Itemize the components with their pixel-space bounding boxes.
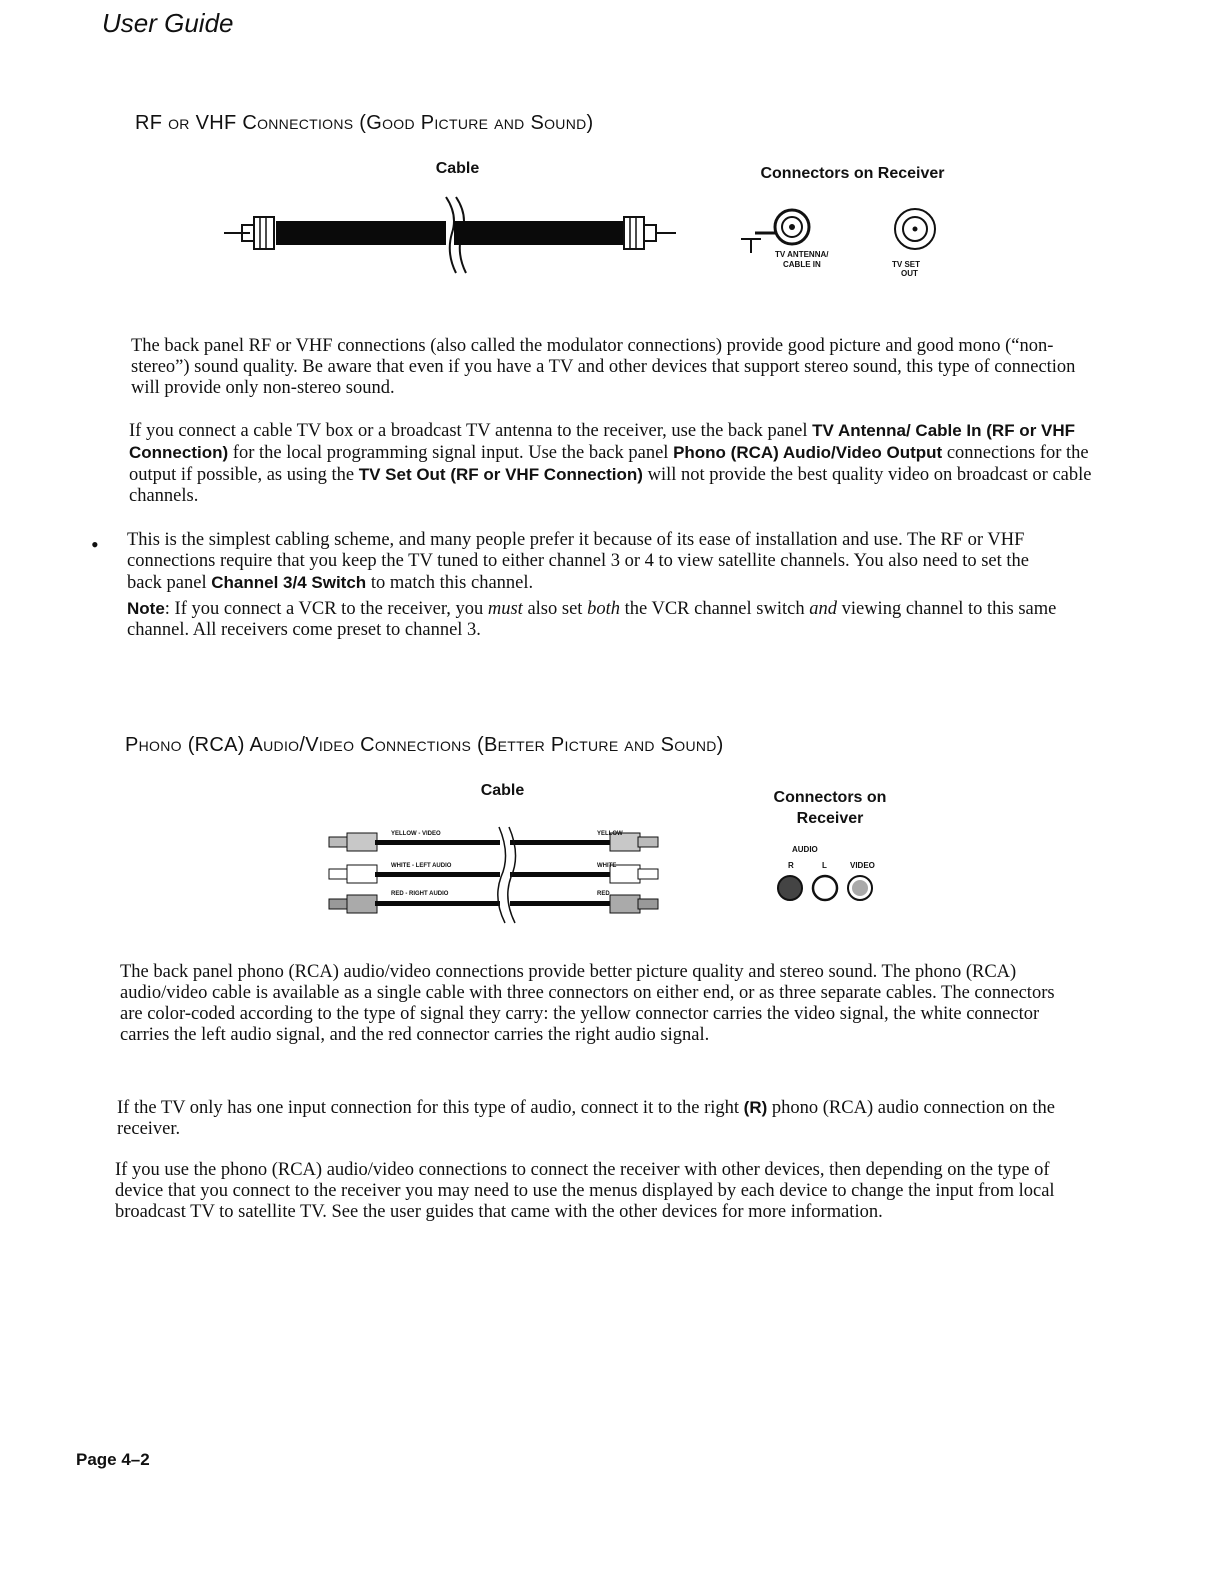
rca-cable-illustration <box>325 825 680 925</box>
rca-red-wire <box>329 891 658 913</box>
rf-paragraph-1: The back panel RF or VHF connections (also called the modulator connections) provide good picture and good mono (“non-stereo”) sound quality. Be aware that even if you have a TV and other devices that support stereo sound, this type of connection will provide only non-stereo sound. <box>131 336 1076 398</box>
tv-set-out-term: TV Set Out (RF or VHF Connection) <box>358 465 643 484</box>
rf-section-heading: RF or VHF Connections (Good Picture and Sound) <box>135 112 594 134</box>
phono-section-heading: Phono (RCA) Audio/Video Connections (Better Picture and Sound) <box>125 734 724 756</box>
antenna-label-line2: CABLE IN <box>783 260 821 269</box>
svg-text:RED - RIGHT AUDIO: RED - RIGHT AUDIO <box>391 891 449 897</box>
note-label: Note <box>127 599 165 618</box>
svg-text:RED: RED <box>597 891 610 897</box>
audio-jack-label: AUDIO <box>792 845 818 854</box>
rca-white-wire <box>329 863 658 883</box>
phono-connectors-label: Connectors on Receiver <box>773 789 887 827</box>
tv-set-out-connector <box>892 209 935 278</box>
coax-right-connector <box>624 217 676 249</box>
antenna-label-line1: TV ANTENNA/ <box>775 250 829 259</box>
svg-text:YELLOW - VIDEO: YELLOW - VIDEO <box>391 831 441 837</box>
guide-title: User Guide <box>102 8 234 38</box>
coax-cable-illustration <box>220 195 690 275</box>
page-number: Page 4–2 <box>76 1450 150 1469</box>
coax-cable-left-segment <box>276 221 446 245</box>
antenna-cable-in-connector <box>741 210 829 269</box>
video-jack-label: VIDEO <box>850 861 875 870</box>
rf-cable-label: Cable <box>435 160 480 177</box>
tv-antenna-cable-in-term: TV Antenna/ Cable In (RF or VHF Connection) <box>129 421 1076 462</box>
rf-paragraph-2: If you connect a cable TV box or a broadcast TV antenna to the receiver, use the back panel TV Antenna/ Cable In (RF or VHF Connection) for the local programming signal input. Use the back panel Phono (RCA) Audio/Video Output connections for the output if possible, as using the TV Set Out (RF or VHF Connection) will not provide the best quality video on broadcast or cable channels. <box>129 421 1092 506</box>
rf-paragraph-3: This is the simplest cabling scheme, and many people prefer it because of its ease of installation and use. The RF or VHF connections require that you keep the TV tuned to either channel 3 or 4 to view satellite channels. You also need to set the back panel Channel 3/4 Switch to match this channel. <box>127 530 1029 593</box>
svg-text:WHITE: WHITE <box>597 863 617 869</box>
phono-paragraph-2: If the TV only has one input connection for this type of audio, connect it to the right (R) phono (RCA) audio connection on the receiver. <box>117 1098 1055 1139</box>
l-jack-label: L <box>822 861 827 870</box>
rf-note: Note: If you connect a VCR to the receiver, you must also set both the VCR channel switch and viewing channel to this same channel. All receivers come preset to channel 3. <box>127 599 1057 640</box>
coax-cable-right-segment <box>454 221 624 245</box>
setout-label-line2: OUT <box>901 269 918 278</box>
right-audio-jack <box>778 876 802 900</box>
rca-yellow-wire <box>329 831 658 851</box>
left-audio-jack <box>813 876 837 900</box>
phono-paragraph-3: If you use the phono (RCA) audio/video connections to connect the receiver with other devices, then depending on the type of device that you connect to the receiver you may need to use the menus displayed by each device to change the input from local broadcast TV to satellite TV. See the user guides that came with the other devices for more information. <box>115 1160 1055 1222</box>
channel-switch-term: Channel 3/4 Switch <box>211 573 367 592</box>
phono-paragraph-1: The back panel phono (RCA) audio/video connections provide better picture quality and stereo sound. The phono (RCA) audio/video cable is available as a single cable with three connectors on either end, or as three separate cables. The connectors are color-coded according to the type of signal they carry: the yellow connector carries the video signal, the white connector carries the left audio signal, and the red connector carries the right audio signal. <box>120 962 1055 1045</box>
rf-connectors-label: Connectors on Receiver <box>760 165 945 182</box>
phono-cable-label: Cable <box>480 782 525 799</box>
rf-receiver-connectors <box>735 195 970 285</box>
bullet-mark: • <box>91 532 99 557</box>
setout-label-line1: TV SET <box>892 260 921 269</box>
right-r-term: (R) <box>743 1098 768 1117</box>
r-jack-label: R <box>788 861 794 870</box>
coax-left-connector <box>224 217 274 249</box>
rca-receiver-jacks <box>770 838 890 908</box>
phono-output-term: Phono (RCA) Audio/Video Output <box>673 443 943 462</box>
svg-text:WHITE - LEFT AUDIO: WHITE - LEFT AUDIO <box>391 863 452 869</box>
svg-text:YELLOW: YELLOW <box>597 831 623 837</box>
